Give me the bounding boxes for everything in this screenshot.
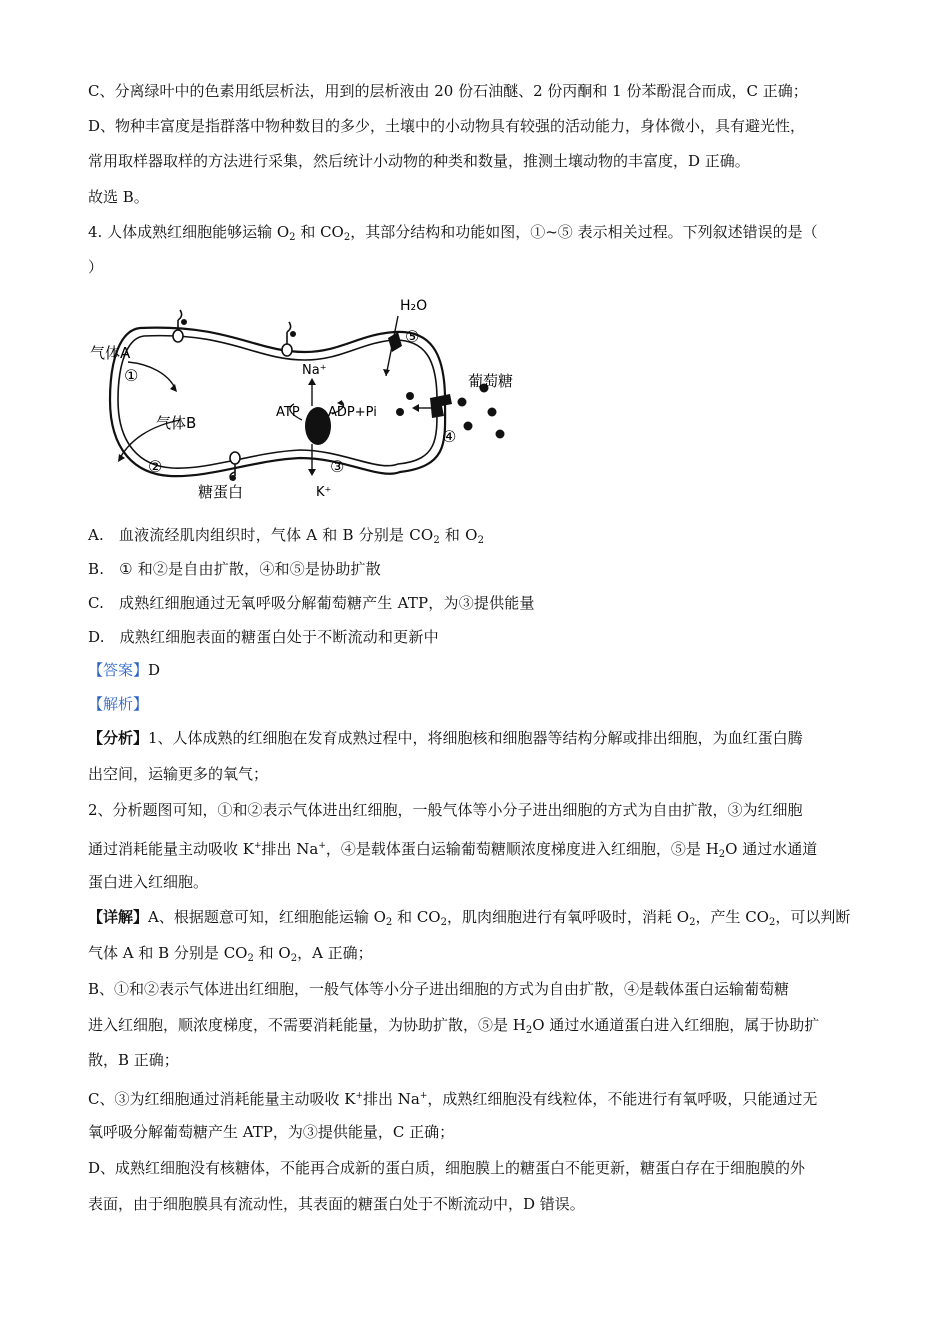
prev-d-line-1: D、物种丰富度是指群落中物种数目的多少，土壤中的小动物具有较强的活动能力，身体微小，具有避光性，	[88, 117, 806, 135]
prev-c-line: C、分离绿叶中的色素用纸层析法，用到的层析液由 20 份石油醚、2 份丙酮和 1 份苯酚混合而成，C 正确；	[88, 82, 808, 100]
detail-b1: B、①和②表示气体进出红细胞，一般气体等小分子进出细胞的方式为自由扩散，④是载体蛋白运输葡萄糖	[88, 980, 790, 998]
option-c: C. 成熟红细胞通过无氧呼吸分解葡萄糖产生 ATP，为③提供能量	[88, 594, 535, 612]
water-channel-protein	[388, 332, 402, 352]
analysis-p2c: 蛋白进入红细胞。	[88, 873, 209, 891]
detail-b2: 进入红细胞，顺浓度梯度，不需要消耗能量，为协助扩散，⑤是 $H_2O$ 通过水通道蛋白进入红细胞，属于协助扩	[88, 1016, 820, 1036]
label-atp: ATP	[276, 405, 300, 420]
analysis-p1b: 出空间，运输更多的氧气；	[88, 765, 269, 783]
detail-d1: D、成熟红细胞没有核糖体，不能再合成新的蛋白质，细胞膜上的糖蛋白不能更新，糖蛋白存在于细胞膜的外	[88, 1159, 806, 1177]
label-h2o: H₂O	[400, 298, 428, 314]
label-process-1: ①	[124, 366, 139, 385]
label-glucose: 葡萄糖	[468, 372, 514, 390]
label-process-3: ③	[330, 457, 345, 476]
label-na: Na⁺	[302, 363, 327, 378]
detail-c1: C、③为红细胞通过消耗能量主动吸收 K+排出 Na+，成熟红细胞没有线粒体，不能进行有氧呼吸，只能通过无	[88, 1090, 818, 1108]
glucose-carrier-protein	[430, 394, 452, 418]
prev-d-line-2: 常用取样器取样的方法进行采集，然后统计小动物的种类和数量，推测土壤动物的丰富度，D 正确。	[88, 152, 750, 170]
label-gas-a: 气体A	[90, 344, 131, 362]
label-adp-pi: ADP+Pi	[328, 405, 377, 420]
option-d: D. 成熟红细胞表面的糖蛋白处于不断流动和更新中	[88, 628, 439, 646]
analysis-label: 【解析】	[88, 695, 149, 713]
question-number: 4.	[88, 223, 103, 241]
prev-choose: 故选 B。	[88, 188, 149, 206]
analysis-p2b: 通过消耗能量主动吸收 K+排出 Na+，④是载体蛋白运输葡萄糖顺浓度梯度进入红细胞，⑤是 $H_2O$ 通过水通道	[88, 840, 818, 860]
label-process-5: ⑤	[405, 327, 420, 346]
option-b: B. ① 和②是自由扩散，④和⑤是协助扩散	[88, 560, 381, 578]
answer-value: D	[148, 661, 161, 679]
label-process-4: ④	[442, 427, 457, 446]
detail-a1: 【详解】A、根据题意可知，红细胞能运输 $O_2$ 和 $CO_2$，肌肉细胞进行有氧呼吸时，消耗 $O_2$，产生 $CO_2$，可以判断	[88, 908, 851, 928]
detail-c2: 氧呼吸分解葡萄糖产生 ATP，为③提供能量，C 正确；	[88, 1123, 455, 1141]
option-a: A. 血液流经肌肉组织时，气体 A 和 B 分别是 $CO_2$ 和 $O_2$	[88, 526, 485, 546]
glycoprotein-bottom	[230, 452, 240, 480]
label-k: K⁺	[316, 485, 332, 500]
label-process-2: ②	[148, 457, 163, 476]
detail-d2: 表面，由于细胞膜具有流动性，其表面的糖蛋白处于不断流动中，D 错误。	[88, 1195, 585, 1213]
detail-b3: 散，B 正确；	[88, 1051, 179, 1069]
cell-membrane-inner	[118, 336, 437, 469]
question-stem: 4. 人体成熟红细胞能够运输 $O_2$ 和 $CO_2$，其部分结构和功能如图，①~⑤ 表示相关过程。下列叙述错误的是（	[88, 223, 818, 243]
analysis-p2a: 2、分析题图可知，①和②表示气体进出红细胞，一般气体等小分子进出细胞的方式为自由扩散，③为红细胞	[88, 801, 803, 819]
answer	[88, 659, 868, 681]
question-stem-end: ）	[88, 258, 104, 276]
analysis-p1a: 【分析】1、人体成熟的红细胞在发育成熟过程中，将细胞核和细胞器等结构分解或排出细胞，为血红蛋白腾	[88, 729, 803, 747]
answer-label: 【答案】	[88, 661, 149, 679]
red-blood-cell-diagram	[80, 290, 540, 510]
label-glycoprotein: 糖蛋白	[198, 483, 244, 501]
detail-a2: 气体 A 和 B 分别是 $CO_2$ 和 $O_2$，A 正确；	[88, 944, 373, 964]
label-gas-b: 气体B	[156, 414, 197, 432]
